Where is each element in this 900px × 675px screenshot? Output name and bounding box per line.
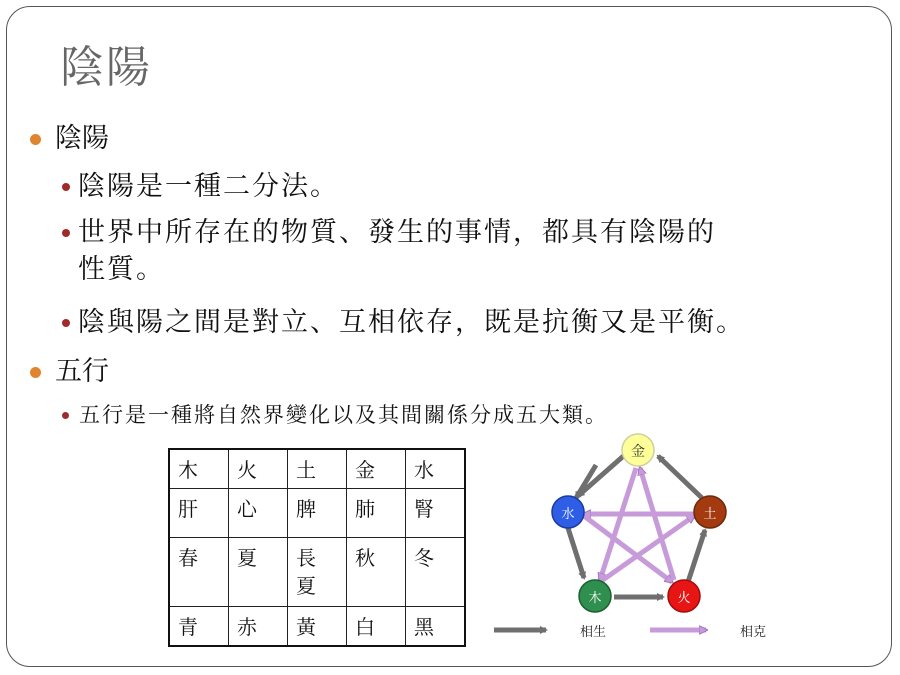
sub-bullet-3: [62, 304, 745, 341]
legend-generate-label: 相生: [580, 625, 607, 640]
sub-bullet-text: 陰陽是一種二分法。: [78, 171, 339, 202]
table-row: [169, 489, 465, 538]
node-metal: [622, 434, 654, 466]
table-cell: 土: [288, 449, 347, 489]
table-cell: 秋: [347, 538, 406, 607]
sub-bullet-4: [62, 402, 608, 428]
table-cell: 心: [229, 489, 288, 538]
sub-bullet-2-continued: [78, 251, 165, 288]
legend-generate: [494, 624, 606, 640]
table-cell: 黃: [288, 607, 347, 647]
table-cell: 金: [347, 449, 406, 489]
generate-arrow-metal-water: [578, 452, 628, 496]
table-cell: 青: [169, 607, 229, 647]
bullet-dot: [62, 183, 70, 191]
node-wood: [579, 580, 611, 612]
table-cell: 夏: [229, 538, 288, 607]
node-earth-label: 土: [703, 507, 717, 522]
bullet-heading-wuxing: 五行: [55, 356, 109, 387]
slide-title: 陰陽: [60, 42, 152, 93]
bullet-dot: [30, 134, 41, 145]
bullet-dot: [62, 412, 69, 419]
node-water-label: 水: [561, 507, 575, 522]
node-earth: [694, 496, 726, 528]
legend-overcome-label: 相克: [740, 625, 767, 640]
table-row: [169, 607, 465, 647]
table-row: [169, 449, 465, 489]
table-cell: 長 夏: [288, 538, 347, 607]
generate-arrow-water-wood: [568, 528, 584, 578]
table-cell: 木: [169, 449, 229, 489]
sub-bullet-text: 性質。: [78, 254, 165, 285]
sub-bullet-2: [62, 214, 716, 251]
sub-bullet-text: 陰與陽之間是對立、互相依存，既是抗衡又是平衡。: [78, 307, 745, 338]
table-cell: 春: [169, 538, 229, 607]
table-cell: 肺: [347, 489, 406, 538]
sub-bullet-text: 五行是一種將自然界變化以及其間關係分成五大類。: [79, 403, 608, 427]
table-cell: 水: [406, 449, 466, 489]
bullet-dot: [62, 319, 70, 327]
node-wood-label: 木: [588, 591, 602, 606]
table-cell: 赤: [229, 607, 288, 647]
table-cell: 脾: [288, 489, 347, 538]
table-cell: 肝: [169, 489, 229, 538]
overcome-arrow-wood-earth: [600, 516, 694, 582]
legend-overcome: [650, 624, 766, 640]
bullet-dot: [62, 229, 70, 237]
node-fire: [668, 580, 700, 612]
node-water: [552, 496, 584, 528]
table-cell: 白: [347, 607, 406, 647]
node-fire-label: 火: [677, 591, 691, 606]
table-cell: 火: [229, 449, 288, 489]
table-row: [169, 538, 465, 607]
generate-arrow-fire-earth: [688, 530, 705, 582]
sub-bullet-text: 世界中所存在的物質、發生的事情，都具有陰陽的: [78, 217, 716, 248]
bullet-dot: [30, 367, 41, 378]
generate-arrow-earth-metal: [658, 456, 702, 498]
node-metal-label: 金: [631, 444, 645, 460]
bullet-yinyang: [30, 122, 109, 156]
bullet-wuxing: [30, 355, 109, 389]
sub-bullet-1: [62, 168, 339, 205]
table-cell: 腎: [406, 489, 466, 538]
table-cell: 冬: [406, 538, 466, 607]
bullet-heading-yinyang: 陰陽: [55, 123, 109, 154]
five-elements-table: [168, 448, 466, 647]
table-cell: 黑: [406, 607, 466, 647]
five-elements-cycle-diagram: [488, 430, 788, 655]
